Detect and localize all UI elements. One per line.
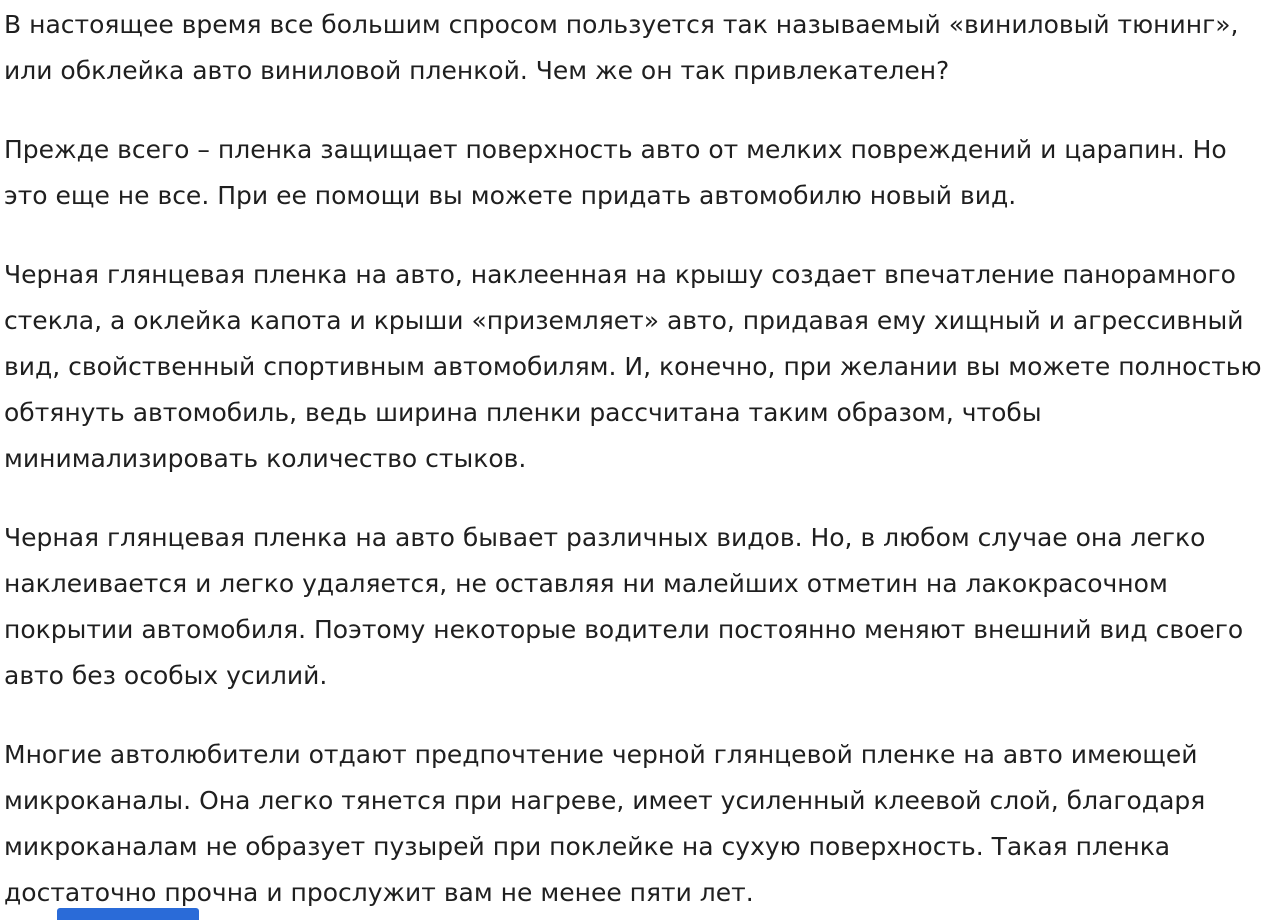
paragraph: Прежде всего – пленка защищает поверхность авто от мелких повреждений и царапин. Но это еще не все. При ее помощи вы можете придать автомобилю новый вид. — [4, 135, 1227, 210]
paragraph: В настоящее время все большим спросом пользуется так называемый «виниловый тюнинг», или обклейка авто виниловой пленкой. Чем же он так привлекателен? — [4, 10, 1239, 85]
paragraph: Черная глянцевая пленка на авто, наклеенная на крышу создает впечатление панорамного стекла, а оклейка капота и крыши «приземляет» авто, придавая ему хищный и агрессивный вид, свойственный спортивным автомобилям. И, конечно, при желании вы можете полностью обтянуть автомобиль, ведь ширина пленки рассчитана таким образом, чтобы минимализировать количество стыков. — [4, 260, 1262, 473]
paragraph: Многие автолюбители отдают предпочтение черной глянцевой пленке на авто имеющей микроканалы. Она легко тянется при нагреве, имеет усиленный клеевой слой, благодаря микроканалам не образует пузырей при поклейке на сухую поверхность. Такая пленка достаточно прочна и прослужит вам не менее пяти лет. — [4, 740, 1206, 907]
paragraph: Черная глянцевая пленка на авто бывает различных видов. Но, в любом случае она легко наклеивается и легко удаляется, не оставляя ни малейших отметин на лакокрасочном покрытии автомобиля. Поэтому некоторые водители постоянно меняют внешний вид своего авто без особых усилий. — [4, 523, 1244, 690]
partial-blue-button[interactable] — [57, 908, 199, 920]
